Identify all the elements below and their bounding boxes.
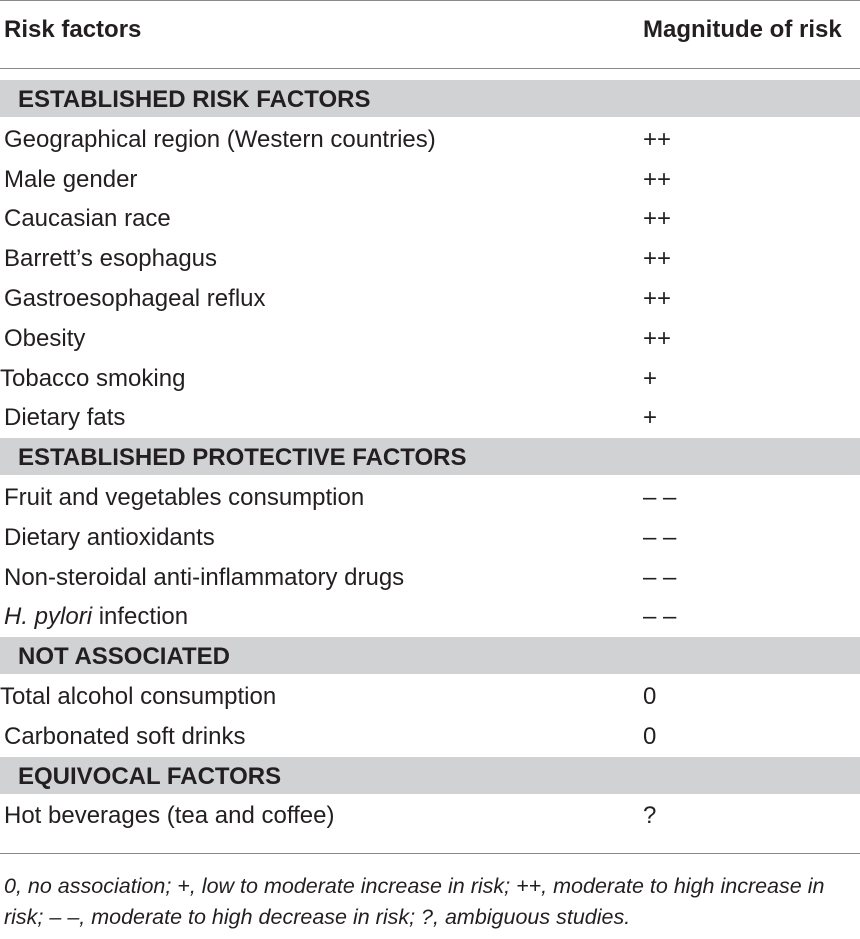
species-name: H. pylori bbox=[4, 603, 93, 631]
risk-factor bbox=[4, 603, 188, 631]
risk-factor: Caucasian race bbox=[4, 205, 171, 233]
header-risk-factors: Risk factors bbox=[4, 16, 142, 43]
magnitude: – – bbox=[643, 603, 677, 631]
magnitude: 0 bbox=[643, 682, 657, 710]
table-header bbox=[0, 0, 860, 68]
section-not-associated bbox=[0, 637, 860, 674]
magnitude: ++ bbox=[643, 324, 672, 352]
section-title: ESTABLISHED RISK FACTORS bbox=[18, 86, 371, 113]
magnitude: 0 bbox=[643, 722, 657, 750]
table-footnote: 0, no association; +, low to moderate increase in risk; ++, moderate to high increase in risk; – –, moderate to high decrease in risk; ?, ambiguous studies. bbox=[4, 874, 825, 929]
header-magnitude-of-risk: Magnitude of risk bbox=[643, 16, 842, 43]
table-row bbox=[0, 199, 860, 239]
table-row bbox=[0, 558, 860, 598]
magnitude: ++ bbox=[643, 245, 672, 273]
table-row bbox=[0, 518, 860, 558]
risk-factor: Total alcohol consumption bbox=[0, 682, 277, 710]
table-row bbox=[0, 359, 860, 399]
risk-factor: Dietary antioxidants bbox=[4, 523, 215, 551]
table-row bbox=[0, 597, 860, 637]
risk-factor: Gastroesophageal reflux bbox=[4, 284, 266, 312]
table-row bbox=[0, 677, 860, 717]
table-row bbox=[0, 279, 860, 319]
risk-factor-rest: infection bbox=[92, 603, 189, 631]
magnitude: ++ bbox=[643, 284, 672, 312]
table-row bbox=[0, 796, 860, 836]
magnitude: – – bbox=[643, 523, 677, 551]
table-body bbox=[0, 80, 860, 836]
table-row bbox=[0, 160, 860, 200]
magnitude: + bbox=[643, 364, 658, 392]
risk-factor: Dietary fats bbox=[4, 404, 126, 432]
risk-factor: Obesity bbox=[4, 324, 86, 352]
risk-factor: Non-steroidal anti-inflammatory drugs bbox=[4, 563, 405, 591]
risk-factor: Tobacco smoking bbox=[0, 364, 186, 392]
risk-factor: Fruit and vegetables consumption bbox=[4, 483, 365, 511]
risk-factor: Carbonated soft drinks bbox=[4, 722, 246, 750]
risk-factor: Barrett’s esophagus bbox=[4, 245, 218, 273]
risk-factor: Hot beverages (tea and coffee) bbox=[4, 802, 335, 830]
section-title: EQUIVOCAL FACTORS bbox=[18, 762, 282, 790]
magnitude: ? bbox=[643, 802, 657, 830]
section-title: NOT ASSOCIATED bbox=[18, 643, 231, 671]
magnitude: ++ bbox=[643, 165, 672, 193]
section-established-risk-factors bbox=[0, 80, 860, 117]
table-row bbox=[0, 120, 860, 160]
magnitude: – – bbox=[643, 563, 677, 591]
section-title: ESTABLISHED PROTECTIVE FACTORS bbox=[18, 444, 467, 472]
magnitude: ++ bbox=[643, 205, 672, 233]
magnitude: ++ bbox=[643, 125, 672, 153]
table-row bbox=[0, 478, 860, 518]
table-row bbox=[0, 239, 860, 279]
risk-factor: Male gender bbox=[4, 165, 138, 193]
magnitude: + bbox=[643, 404, 658, 432]
section-established-protective-factors bbox=[0, 438, 860, 475]
table-row bbox=[0, 319, 860, 359]
table-row bbox=[0, 717, 860, 757]
footer-rule bbox=[0, 853, 860, 854]
magnitude: – – bbox=[643, 483, 677, 511]
section-equivocal-factors bbox=[0, 757, 860, 794]
risk-factor: Geographical region (Western countries) bbox=[4, 125, 436, 153]
table-row bbox=[0, 398, 860, 438]
header-rule bbox=[0, 68, 860, 69]
